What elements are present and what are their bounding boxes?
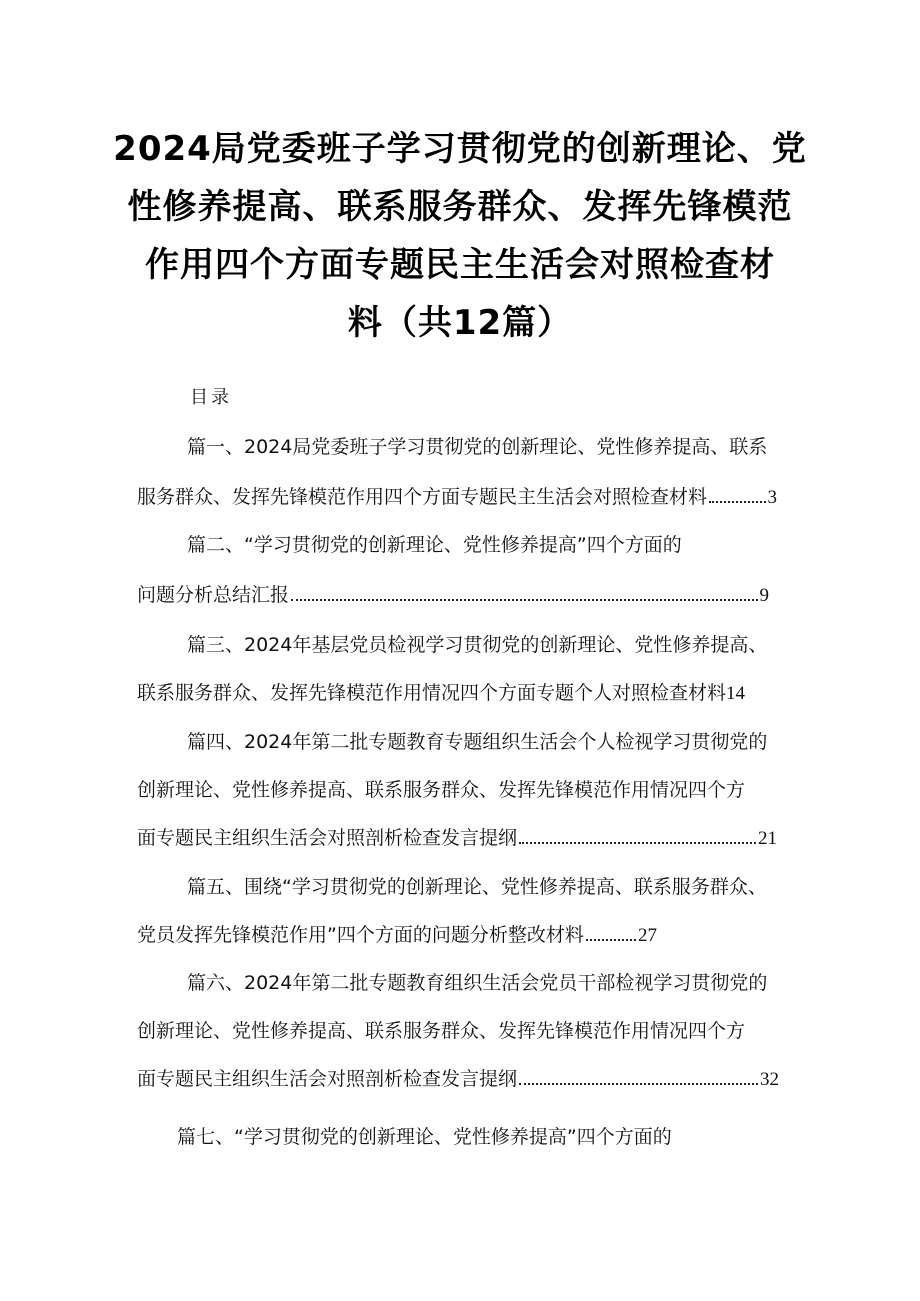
toc-entry-line: 联系服务群众、发挥先锋模范作用情况四个方面专题个人对照检查材料 <box>137 682 727 704</box>
toc-entry-leader <box>137 1064 779 1094</box>
title-line: 性修养提高、联系服务群众、发挥先锋模范 <box>127 187 793 227</box>
toc-entry-line: 问题分析总结汇报 <box>137 584 290 606</box>
toc-entry-line: 创新理论、党性修养提高、联系服务群众、发挥先锋模范作用情况四个方 <box>137 779 746 801</box>
toc-page-number: 32 <box>760 1069 779 1090</box>
dot-leader <box>709 501 765 503</box>
dot-leader <box>519 1083 758 1085</box>
toc-entry-line: 篇一、2024局党委班子学习贯彻党的创新理论、党性修养提高、联系 <box>187 436 768 458</box>
toc-heading: 目录 <box>190 387 232 408</box>
title-line: 2024局党委班子学习贯彻党的创新理论、党 <box>113 129 807 169</box>
toc-entry-line: 篇六、2024年第二批专题教育组织生活会党员干部检视学习贯彻党的 <box>187 972 768 994</box>
toc-entry-line: 篇四、2024年第二批专题教育专题组织生活会个人检视学习贯彻党的 <box>187 731 768 753</box>
toc-entry-leader <box>137 482 777 512</box>
dot-leader <box>586 939 636 941</box>
toc-entry-line: 面专题民主组织生活会对照剖析检查发言提纲 <box>137 827 518 849</box>
toc-entry-line: 面专题民主组织生活会对照剖析检查发言提纲 <box>137 1068 518 1090</box>
dot-leader <box>291 599 757 601</box>
toc-entry-line: 篇七、“学习贯彻党的创新理论、党性修养提高”四个方面的 <box>177 1126 672 1148</box>
toc-entry-leader <box>137 920 657 950</box>
dot-leader <box>519 842 756 844</box>
toc-entry-leader <box>137 678 787 708</box>
toc-entry-line: 篇三、2024年基层党员检视学习贯彻党的创新理论、党性修养提高、 <box>187 634 768 656</box>
toc-entry-line: 创新理论、党性修养提高、联系服务群众、发挥先锋模范作用情况四个方 <box>137 1020 746 1042</box>
toc-entry-line: 篇五、围绕“学习贯彻党的创新理论、党性修养提高、联系服务群众、 <box>187 876 767 898</box>
toc-page-number: 3 <box>767 487 777 508</box>
toc-entry-line: 服务群众、发挥先锋模范作用四个方面专题民主生活会对照检查材料 <box>137 486 708 508</box>
toc-entry-leader <box>137 580 769 610</box>
toc-entry-line: 篇二、“学习贯彻党的创新理论、党性修养提高”四个方面的 <box>187 534 682 556</box>
document-title <box>110 120 810 352</box>
toc-page-number: 14 <box>726 683 746 704</box>
toc-page-number: 21 <box>758 828 777 849</box>
toc-entry-line: 党员发挥先锋模范作用”四个方面的问题分析整改材料 <box>137 924 584 946</box>
toc-page-number: 27 <box>638 925 657 946</box>
toc-entry-leader <box>137 823 777 853</box>
title-line: 料（共12篇） <box>347 303 573 343</box>
title-line: 作用四个方面专题民主生活会对照检查材 <box>145 245 775 285</box>
toc-page-number: 9 <box>759 585 769 606</box>
